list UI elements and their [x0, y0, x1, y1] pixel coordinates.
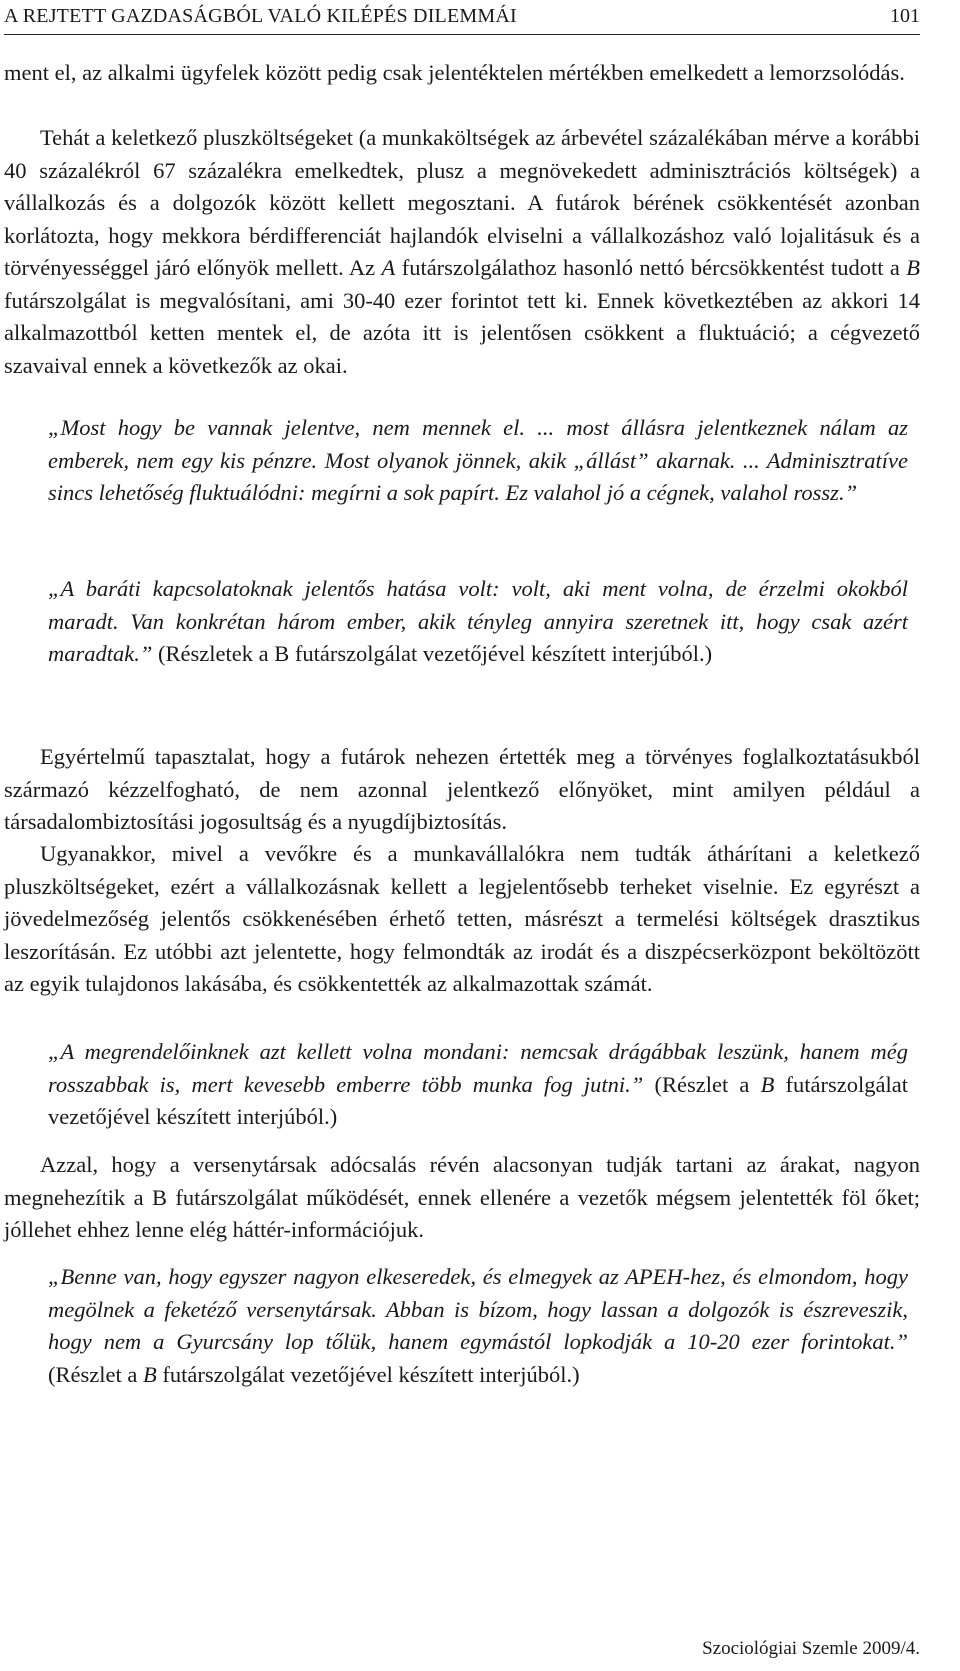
- paragraph-costs-text-b: futárszolgálathoz hasonló nettó bércsökkentést tudott a: [395, 255, 907, 280]
- paragraph-costs-text-a: Tehát a keletkező pluszköltségeket (a munkaköltségek az árbevétel százalékában mérve a korábbi 40 százalékról 67 százalékra emelkedtek, plusz a megnövekedett adminisztrációs költségek) a vállalkozás és a dolgozók között kellett megosztani. A futárok bérének csökkentését azonban korlátozta, hogy mekkora bérdifferenciát hajlandók elviselni a vállalkozáshoz való lojalitásuk és a törvényességgel járó előnyök mellett. Az: [4, 125, 920, 280]
- running-title: A REJTETT GAZDASÁGBÓL VALÓ KILÉPÉS DILEMMÁI: [4, 5, 517, 27]
- paragraph-costs-text-c: futárszolgálat is megvalósítani, ami 30-40 ezer forintot tett ki. Ennek következtében az akkori 14 alkalmazottból ketten mentek el, de azóta itt is jelentősen csökkent a fluktuáció; a cégvezető szavaival ennek a következők az okai.: [4, 287, 920, 378]
- quote-4-text: „Benne van, hogy egyszer nagyon elkeseredek, és elmegyek az APEH-hez, és elmondom, hogy megölnek a feketéző versenytársak. Abban is bízom, hogy lassan a dolgozók is észreveszik, hogy nem a Gyurcsány lop tőlük, hanem egymástól lopkodják a 10-20 ezer forintokat.”: [48, 1264, 908, 1354]
- quote-4-source-company: B: [142, 1361, 157, 1387]
- quote-3-source-c: futárszolgálat vezetőjével készített interjúból.): [48, 1071, 908, 1129]
- paragraph-burden-text: Ugyanakkor, mivel a vevőkre és a munkavállalókra nem tudták áthárítani a keletkező pluszköltségeket, ezért a vállalkozásnak kellett a legjelentősebb terheket viselnie. Ez egyrészt a jövedelmezőség jelentős csökkenésében érhető tetten, másrészt a termelési költségek drasztikus leszorításán. Ez utóbbi azt jelentette, hogy felmondták az irodát és a diszpécserközpont beköltözött az egyik tulajdonos lakásába, és csökkentették az alkalmazottak számát.: [4, 841, 920, 996]
- quote-2: [48, 573, 908, 671]
- quote-1-text: „Most hogy be vannak jelentve, nem mennek el. ... most állásra jelentkeznek nálam az emberek, nem egy kis pénzre. Most olyanok jönnek, akik „állást” akarnak. ... Adminisztratíve sincs lehetőség fluktuálódni: megírni a sok papírt. Ez valahol jó a cégnek, valahol rossz.”: [48, 415, 908, 505]
- paragraph-continued: ment el, az alkalmi ügyfelek között pedig csak jelentéktelen mértékben emelkedett a lemorzsolódás.: [4, 60, 905, 85]
- paragraph-competitors-text: Azzal, hogy a versenytársak adócsalás révén alacsonyan tudják tartani az árakat, nagyon megnehezítik a B futárszolgálat működését, ennek ellenére a vezetők mégsem jelentették föl őket; jóllehet ehhez lenne elég háttér-információjuk.: [4, 1152, 920, 1242]
- quote-4: [48, 1261, 908, 1391]
- page-number: 101: [890, 5, 920, 27]
- quote-1: [48, 412, 908, 510]
- quote-3-source-a: (Részlet a: [643, 1071, 761, 1097]
- running-header: [4, 4, 920, 35]
- company-b-label: B: [906, 255, 920, 280]
- quote-3: [48, 1036, 908, 1134]
- journal-footer: Szociológiai Szemle 2009/4.: [702, 1638, 920, 1659]
- quote-3-source-company: B: [760, 1071, 775, 1097]
- paragraph-competitors: [4, 1149, 920, 1247]
- quote-2-source: (Részletek a B futárszolgálat vezetőjével készített interjúból.): [152, 641, 713, 666]
- quote-2-text: „A baráti kapcsolatoknak jelentős hatása volt: volt, aki ment volna, de érzelmi okokból maradt. Van konkrétan három ember, akik tényleg annyira szeretnek itt, hogy csak azért maradtak.”: [48, 576, 908, 666]
- paragraph-experience-text: Egyértelmű tapasztalat, hogy a futárok nehezen értették meg a törvényes foglalkoztatásukból származó kézzelfogható, de nem azonnal jelentkező előnyöket, mint amilyen például a társadalombiztosítási jogosultság és a nyugdíjbiztosítás.: [4, 744, 920, 834]
- company-a-label: A: [381, 255, 396, 280]
- paragraph-costs: [4, 122, 920, 382]
- paragraph-burden: [4, 838, 920, 1001]
- quote-4-source-a: (Részlet a: [48, 1361, 143, 1387]
- quote-3-text: „A megrendelőinknek azt kellett volna mondani: nemcsak drágábbak leszünk, hanem még rosszabbak is, mert kevesebb emberre több munka fog jutni.”: [48, 1039, 908, 1097]
- paragraph-experience: [4, 741, 920, 839]
- quote-4-source-c: futárszolgálat vezetőjével készített interjúból.): [156, 1361, 580, 1387]
